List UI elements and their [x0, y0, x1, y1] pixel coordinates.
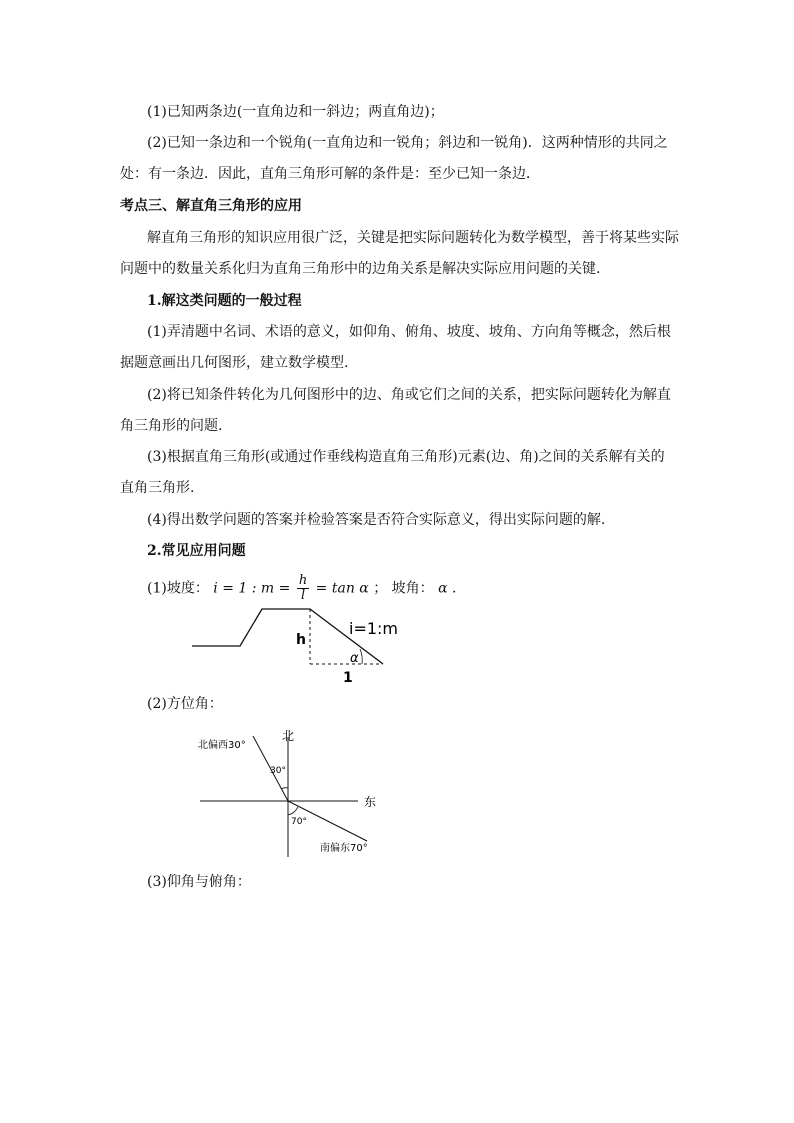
north-label: 北: [282, 729, 295, 743]
east-label: 东: [364, 795, 377, 809]
bearing-title: (2)方位角：: [147, 696, 223, 712]
angle-30-arc: [281, 788, 288, 789]
step-1-line-2: 据题意画出几何图形，建立数学模型.: [120, 355, 349, 371]
slope-angle-symbol: α: [438, 580, 448, 597]
nw-label: 北偏西30°: [198, 740, 246, 751]
slope-definition: [147, 574, 457, 603]
slope-fraction: [297, 574, 309, 603]
se-label: 南偏东70°: [320, 843, 368, 854]
step-3-line-2: 直角三角形.: [120, 480, 195, 496]
intro-paragraph-line-2: 问题中的数量关系化归为直角三角形中的边角关系是解决实际应用问题的关键.: [120, 261, 601, 277]
bearing-figure: [195, 725, 385, 860]
fraction-numerator: h: [298, 573, 308, 588]
subheading-general-process: 1.解这类问题的一般过程: [147, 293, 302, 309]
angle-30-label: 30°: [270, 766, 286, 776]
slope-angle-arc: [360, 649, 362, 664]
slope-angle-alpha: α: [350, 651, 359, 666]
intro-paragraph-line-1: 解直角三角形的知识应用很广泛，关键是把实际问题转化为数学模型，善于将某些实际: [147, 230, 679, 246]
fraction-denominator: l: [300, 588, 306, 603]
slope-semicolon: ；: [373, 580, 388, 597]
angle-70-arc: [288, 807, 298, 815]
slope-ratio-label: i=1:m: [349, 619, 399, 638]
step-2-line-1: (2)将已知条件转化为几何图形中的边、角或它们之间的关系，把实际问题转化为解直: [147, 387, 671, 403]
slope-figure: [190, 600, 410, 690]
slope-alpha: α: [359, 580, 369, 597]
slope-height-label: h: [296, 632, 306, 648]
section-heading: 考点三、解直角三角形的应用: [120, 198, 302, 214]
slope-formula-left: i = 1 : m =: [213, 580, 291, 597]
step-3-line-1: (3)根据直角三角形(或通过作垂线构造直角三角形)元素(边、角)之间的关系解有关的: [147, 449, 665, 465]
slope-formula-right: = tan: [315, 580, 355, 597]
condition-2-line-1: (2)已知一条边和一个锐角(一直角边和一锐角；斜边和一锐角)．这两种情形的共同之: [147, 135, 668, 151]
condition-1: (1)已知两条边(一直角边和一斜边；两直角边)；: [147, 104, 444, 120]
slope-period: .: [452, 580, 457, 597]
slope-prefix: (1)坡度：: [147, 580, 209, 597]
subheading-common-problems: 2.常见应用问题: [147, 543, 246, 559]
step-4: (4)得出数学问题的答案并检验答案是否符合实际意义，得出实际问题的解.: [147, 512, 606, 528]
step-1-line-1: (1)弄清题中名词、术语的意义，如仰角、俯角、坡度、坡角、方向角等概念，然后根: [147, 324, 671, 340]
angle-70-label: 70°: [291, 817, 307, 827]
slope-base-label: 1: [343, 670, 353, 686]
slope-angle-label: 坡角：: [391, 580, 434, 597]
elevation-depression-title: (3)仰角与俯角：: [147, 874, 251, 890]
step-2-line-2: 角三角形的问题.: [120, 418, 223, 434]
condition-2-line-2: 处：有一条边．因此，直角三角形可解的条件是：至少已知一条边．: [120, 166, 540, 182]
